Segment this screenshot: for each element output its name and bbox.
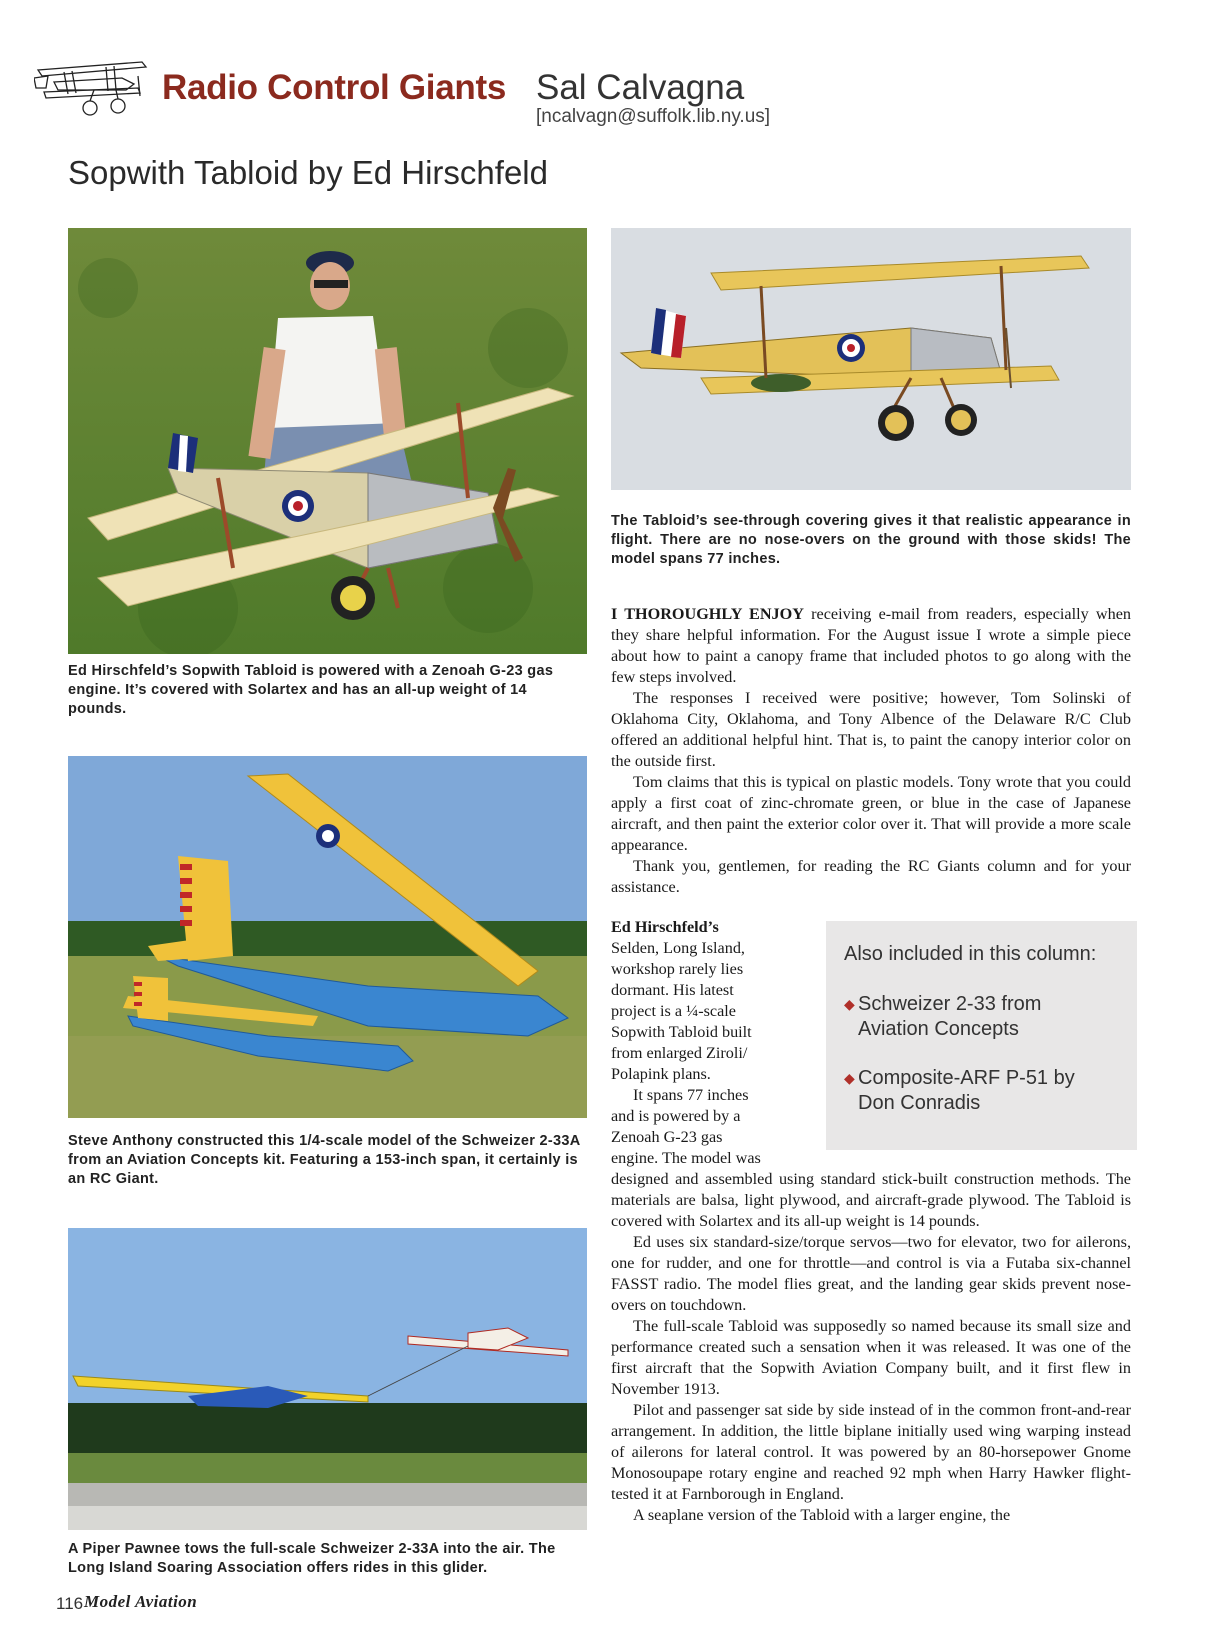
sidebar-title: Also included in this column: — [844, 943, 1097, 965]
main-text-block — [611, 1169, 1131, 1526]
intro-text-block — [611, 604, 1131, 898]
magazine-name: Model Aviation — [84, 1592, 198, 1611]
text-line: Selden, Long Island, — [611, 939, 745, 957]
page-number: 116 — [56, 1594, 84, 1613]
article-headline: Sopwith Tabloid by Ed Hirschfeld — [68, 154, 548, 191]
paragraph-full-scale: The full-scale Tabloid was supposedly so named because its small size and performance created such a sensation when it was released. It was one of the first aircraft that the Sopwith Aviation Company built, and it first flew in November 1913. — [611, 1317, 1131, 1398]
sidebar-also-included — [826, 921, 1137, 1150]
bullet-icon: ◆ — [844, 996, 855, 1013]
sidebar-item-line: Composite-ARF P-51 by — [858, 1067, 1075, 1089]
paragraph-intro-text: receiving e-mail from readers, especially when they share helpful information. For the August issue I wrote a simple piece about how to paint a canopy frame that included photos to go along with the few steps involved. — [611, 605, 1131, 686]
text-line: from enlarged Ziroli/ — [611, 1044, 748, 1062]
photo-tabloid-with-builder — [68, 228, 587, 654]
paragraph-thanks: Thank you, gentlemen, for reading the RC Giants column and for your assistance. — [611, 857, 1131, 896]
caption-photo-3-pre: Steve Anthony constructed this — [68, 1133, 300, 1149]
text-line: and is powered by a — [611, 1107, 741, 1125]
author-name: Sal Calvagna — [536, 68, 745, 107]
photo-tabloid-in-flight — [611, 228, 1131, 490]
paragraph-construction: designed and assembled using standard stick-built construction methods. The materials are balsa, light plywood, and aircraft-grade plywood. The Tabloid is covered with Solartex and its all-up weight is 14 pounds. — [611, 1170, 1131, 1230]
sidebar-item-p51 — [844, 1066, 1075, 1116]
lead-in: I THOROUGHLY ENJOY — [611, 605, 804, 623]
paragraph-servos: Ed uses six standard-size/torque servos—two for elevator, two for ailerons, one for rudder, and one for throttle—and control is via a Futaba six-channel FASST radio. The model flies great, and the landing gear skids prevent nose-overs on touchdown. — [611, 1233, 1131, 1314]
paragraph-tom-claims: Tom claims that this is typical on plastic models. Tony wrote that you could apply a first coat of zinc-chromate green, or blue in the case of Japanese aircraft, and then paint the exterior color over it. That will provide a more scale appearance. — [611, 773, 1131, 854]
bullet-icon: ◆ — [844, 1070, 855, 1087]
column-logo-biplane — [34, 48, 156, 118]
caption-photo-3-fraction: 1/4 — [299, 1133, 321, 1149]
paragraph-seaplane: A seaplane version of the Tabloid with a larger engine, the — [633, 1506, 1011, 1524]
text-line: workshop rarely lies — [611, 960, 744, 978]
sidebar-item-line: Schweizer 2-33 from — [858, 993, 1042, 1015]
column-title: Radio Control Giants — [162, 68, 507, 107]
text-line: Zenoah G-23 gas — [611, 1128, 723, 1146]
text-line: dormant. His latest — [611, 981, 734, 999]
caption-photo-3 — [68, 1132, 587, 1189]
caption-photo-2: The Tabloid’s see-through covering gives it that realistic appearance in flight. There are no nose-overs on the ground with those skids! The model spans 77 inches. — [611, 513, 1131, 567]
text-line: engine. The model was — [611, 1149, 761, 1167]
caption-photo-4: A Piper Pawnee tows the full-scale Schweizer 2-33A into the air. The Long Island Soaring Association offers rides in this glider. — [68, 1541, 556, 1576]
paragraph-pilot: Pilot and passenger sat side by side instead of in the common front-and-rear arrangement. In addition, the little biplane initially used wing warping instead of ailerons for lateral control. It was powered by an 80-horsepower Gnome Monosoupape rotary engine and reached 92 mph when Harry Hawker flight-tested it at Farnborough in England. — [611, 1401, 1131, 1503]
text-line: It spans 77 inches — [633, 1086, 749, 1104]
text-line: Sopwith Tabloid built — [611, 1023, 752, 1041]
sidebar-item-line: Don Conradis — [858, 1092, 981, 1115]
text-line: project is a ¼-scale — [611, 1002, 736, 1020]
photo-pawnee-tow — [68, 1228, 587, 1530]
sidebar-item-schweizer — [844, 992, 1041, 1042]
paragraph-intro — [611, 604, 1131, 688]
photo-schweizer-models — [68, 756, 587, 1118]
sidebar-item-line: Aviation Concepts — [858, 1018, 1019, 1041]
caption-photo-3-post: -scale model of the Schweizer 2-33A from an Aviation Concepts kit. Featuring a 153-inch span, it certainly is an RC Giant. — [68, 1133, 580, 1187]
ed-lead: Ed Hirschfeld’s — [611, 918, 719, 936]
author-email: [ncalvagn@suffolk.lib.ny.us] — [536, 106, 771, 127]
narrow-text-block — [611, 917, 811, 1169]
paragraph-responses: The responses I received were positive; however, Tom Solinski of Oklahoma City, Oklahoma, and Tony Albence of the Delaware R/C Club offered an additional helpful hint. That is, to paint the canopy interior color on the outside first. — [611, 689, 1131, 770]
text-line: Polapink plans. — [611, 1065, 711, 1083]
caption-photo-1: Ed Hirschfeld’s Sopwith Tabloid is powered with a Zenoah G-23 gas engine. It’s covered with Solartex and has an all-up weight of 14 pounds. — [68, 663, 554, 717]
